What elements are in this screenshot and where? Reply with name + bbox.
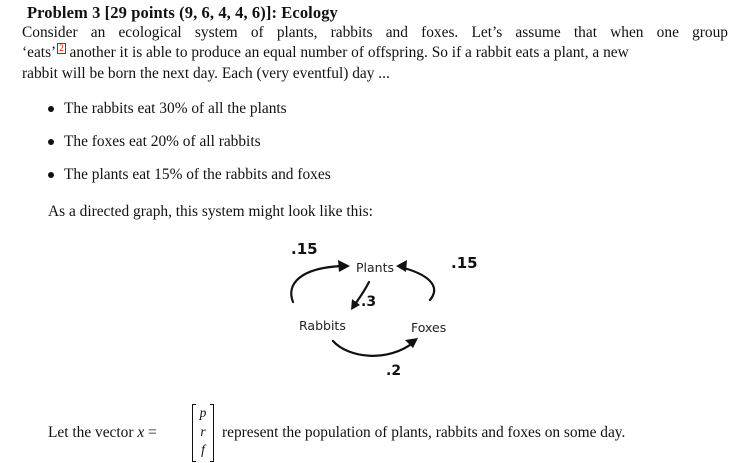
bullet-item: [48, 97, 331, 130]
arrowhead-icon: [338, 260, 350, 272]
eats-word: ‘eats’: [22, 44, 57, 62]
edge-label-rabbits-plants: .15: [291, 240, 318, 258]
edge-rabbits-to-plants: [291, 266, 342, 302]
problem-title: Problem 3 [29 points (9, 6, 4, 4, 6)]: Ecology: [27, 3, 338, 22]
arrowhead-icon: [396, 260, 407, 272]
edge-label-rabbits-foxes: .2: [386, 363, 402, 379]
bullet-text: The foxes eat 20% of all rabbits: [64, 133, 261, 150]
edge-rabbits-to-foxes: [333, 341, 414, 356]
vector-prefix: Let the vector: [48, 424, 138, 441]
edge-label-plants-rabbits: .3: [361, 294, 377, 310]
vector-var: x: [137, 424, 145, 441]
node-rabbits: Rabbits: [299, 318, 346, 333]
vector-suffix: represent the population of plants, rabbits and foxes on some day.: [222, 424, 626, 441]
graph-intro: As a directed graph, this system might look like this:: [48, 203, 373, 220]
edge-label-foxes-plants: .15: [451, 254, 478, 272]
bullet-list: [48, 97, 331, 196]
intro-line-1: Consider an ecological system of plants, rabbits and foxes. Let’s assume that when one group: [22, 24, 728, 41]
arrowhead-icon: [405, 338, 418, 348]
vector-entry: r: [200, 424, 206, 439]
node-plants: Plants: [356, 260, 395, 275]
bullet-dot-icon: [48, 172, 54, 178]
bullet-dot-icon: [48, 106, 54, 112]
bullet-text: The plants eat 15% of the rabbits and foxes: [64, 166, 331, 183]
edge-foxes-to-plants: [404, 268, 434, 300]
intro-line-2: [22, 43, 728, 63]
vector-equals: =: [144, 424, 157, 441]
vector-entry: p: [199, 405, 207, 420]
intro-line-2-text: another it is able to produce an equal number of offspring. So if a rabbit eats a plant, a new: [69, 44, 629, 62]
bullet-text: The rabbits eat 30% of all the plants: [64, 100, 287, 117]
footnote-link[interactable]: 2: [59, 43, 64, 54]
intro-line-3: rabbit will be born the next day. Each (very eventful) day ...: [22, 64, 390, 82]
column-vector: [192, 404, 214, 462]
vector-definition: [48, 424, 157, 442]
intro-paragraph: [22, 23, 728, 84]
arrowhead-icon: [351, 299, 360, 310]
bullet-dot-icon: [48, 139, 54, 145]
bullet-item: [48, 163, 331, 196]
bullet-item: [48, 130, 331, 163]
node-foxes: Foxes: [411, 320, 447, 335]
vector-entry: f: [201, 442, 205, 457]
